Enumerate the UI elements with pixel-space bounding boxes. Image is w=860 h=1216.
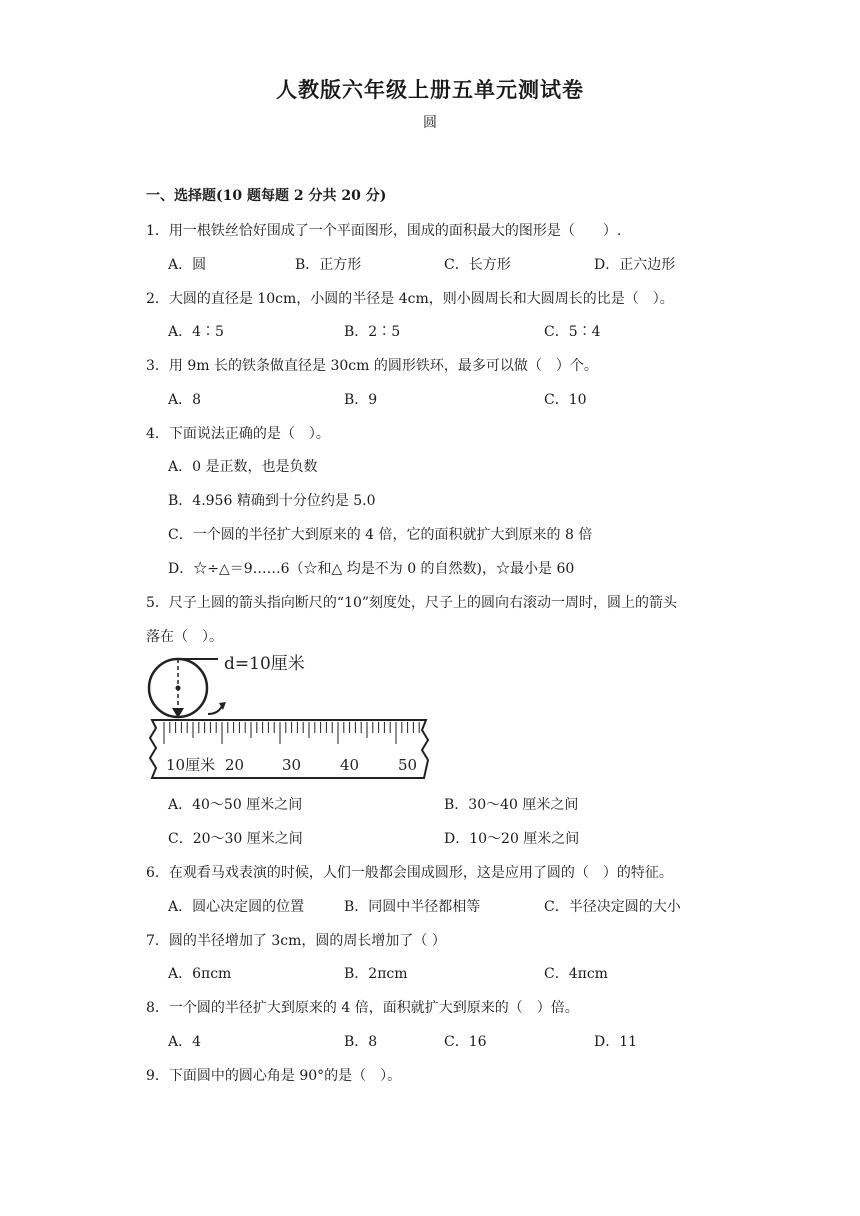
q4-option-b: B．4.956 精确到十分位约是 5.0 xyxy=(168,493,376,509)
question-4: 4．下面说法正确的是（ ）。 xyxy=(146,426,330,442)
question-5-line2: 落在（ ）。 xyxy=(146,629,223,645)
ruler-label-20: 20 xyxy=(225,756,245,774)
question-1: 1．用一根铁丝恰好围成了一个平面图形，围成的面积最大的图形是（ ）. xyxy=(146,223,622,239)
page-subtitle: 圆 xyxy=(423,115,437,131)
ruler-label-10: 10厘米 xyxy=(166,756,216,774)
q1-option-a: A．圆 xyxy=(168,257,207,273)
q4-option-a: A．0 是正数，也是负数 xyxy=(168,459,318,475)
question-2: 2．大圆的直径是 10cm，小圆的半径是 4cm，则小圆周长和大圆周长的比是（ ）。 xyxy=(146,291,674,307)
question-8: 8．一个圆的半径扩大到原来的 4 倍，面积就扩大到原来的（ ）倍。 xyxy=(146,1000,579,1016)
q5-option-c: C．20～30 厘米之间 xyxy=(168,831,303,847)
question-7: 7．圆的半径增加了 3cm，圆的周长增加了（ ） xyxy=(146,933,446,949)
q5-option-d: D．10～20 厘米之间 xyxy=(444,831,580,847)
q3-option-b: B．9 xyxy=(344,392,378,408)
q4-option-d: D．☆÷△＝9……6（☆和△ 均是不为 0 的自然数)，☆最小是 60 xyxy=(168,561,575,577)
q8-option-a: A．4 xyxy=(168,1034,202,1050)
q7-option-c: C．4πcm xyxy=(544,966,608,982)
q2-option-b: B．2∶5 xyxy=(344,324,401,340)
q7-option-b: B．2πcm xyxy=(344,966,408,982)
q5-option-a: A．40～50 厘米之间 xyxy=(168,797,303,813)
diameter-label: d=10厘米 xyxy=(224,654,305,674)
q1-option-d: D．正六边形 xyxy=(594,257,676,273)
q7-option-a: A．6πcm xyxy=(168,966,232,982)
section-heading: 一、选择题(10 题每题 2 分共 20 分) xyxy=(146,188,387,204)
question-6: 6．在观看马戏表演的时候，人们一般都会围成圆形，这是应用了圆的（ ）的特征。 xyxy=(146,865,673,881)
q2-option-a: A．4∶5 xyxy=(168,324,224,340)
question-5: 5．尺子上圆的箭头指向断尺的“10”刻度处，尺子上的圆向右滚动一周时，圆上的箭头 xyxy=(146,595,678,611)
ruler-circle-figure xyxy=(146,652,436,784)
ruler-label-30: 30 xyxy=(282,756,302,774)
q5-option-b: B．30～40 厘米之间 xyxy=(444,797,579,813)
q6-option-c: C．半径决定圆的大小 xyxy=(544,899,681,915)
question-3: 3．用 9m 长的铁条做直径是 30cm 的圆形铁环，最多可以做（ ）个。 xyxy=(146,358,598,374)
q3-option-c: C．10 xyxy=(544,392,587,408)
q1-option-b: B．正方形 xyxy=(295,257,362,273)
q6-option-a: A．圆心决定圆的位置 xyxy=(168,899,305,915)
ruler-label-40: 40 xyxy=(340,756,360,774)
question-9: 9．下面圆中的圆心角是 90°的是（ ）。 xyxy=(146,1068,402,1084)
q2-option-c: C．5∶4 xyxy=(544,324,601,340)
q8-option-b: B．8 xyxy=(344,1034,378,1050)
q8-option-d: D．11 xyxy=(594,1034,638,1050)
q1-option-c: C．长方形 xyxy=(444,257,511,273)
q4-option-c: C．一个圆的半径扩大到原来的 4 倍，它的面积就扩大到原来的 8 倍 xyxy=(168,527,593,543)
q6-option-b: B．同圆中半径都相等 xyxy=(344,899,481,915)
roll-direction-icon xyxy=(208,706,222,714)
q8-option-c: C．16 xyxy=(444,1034,487,1050)
page-title: 人教版六年级上册五单元测试卷 xyxy=(276,77,584,102)
ruler-label-50: 50 xyxy=(398,756,418,774)
q3-option-a: A．8 xyxy=(168,392,202,408)
